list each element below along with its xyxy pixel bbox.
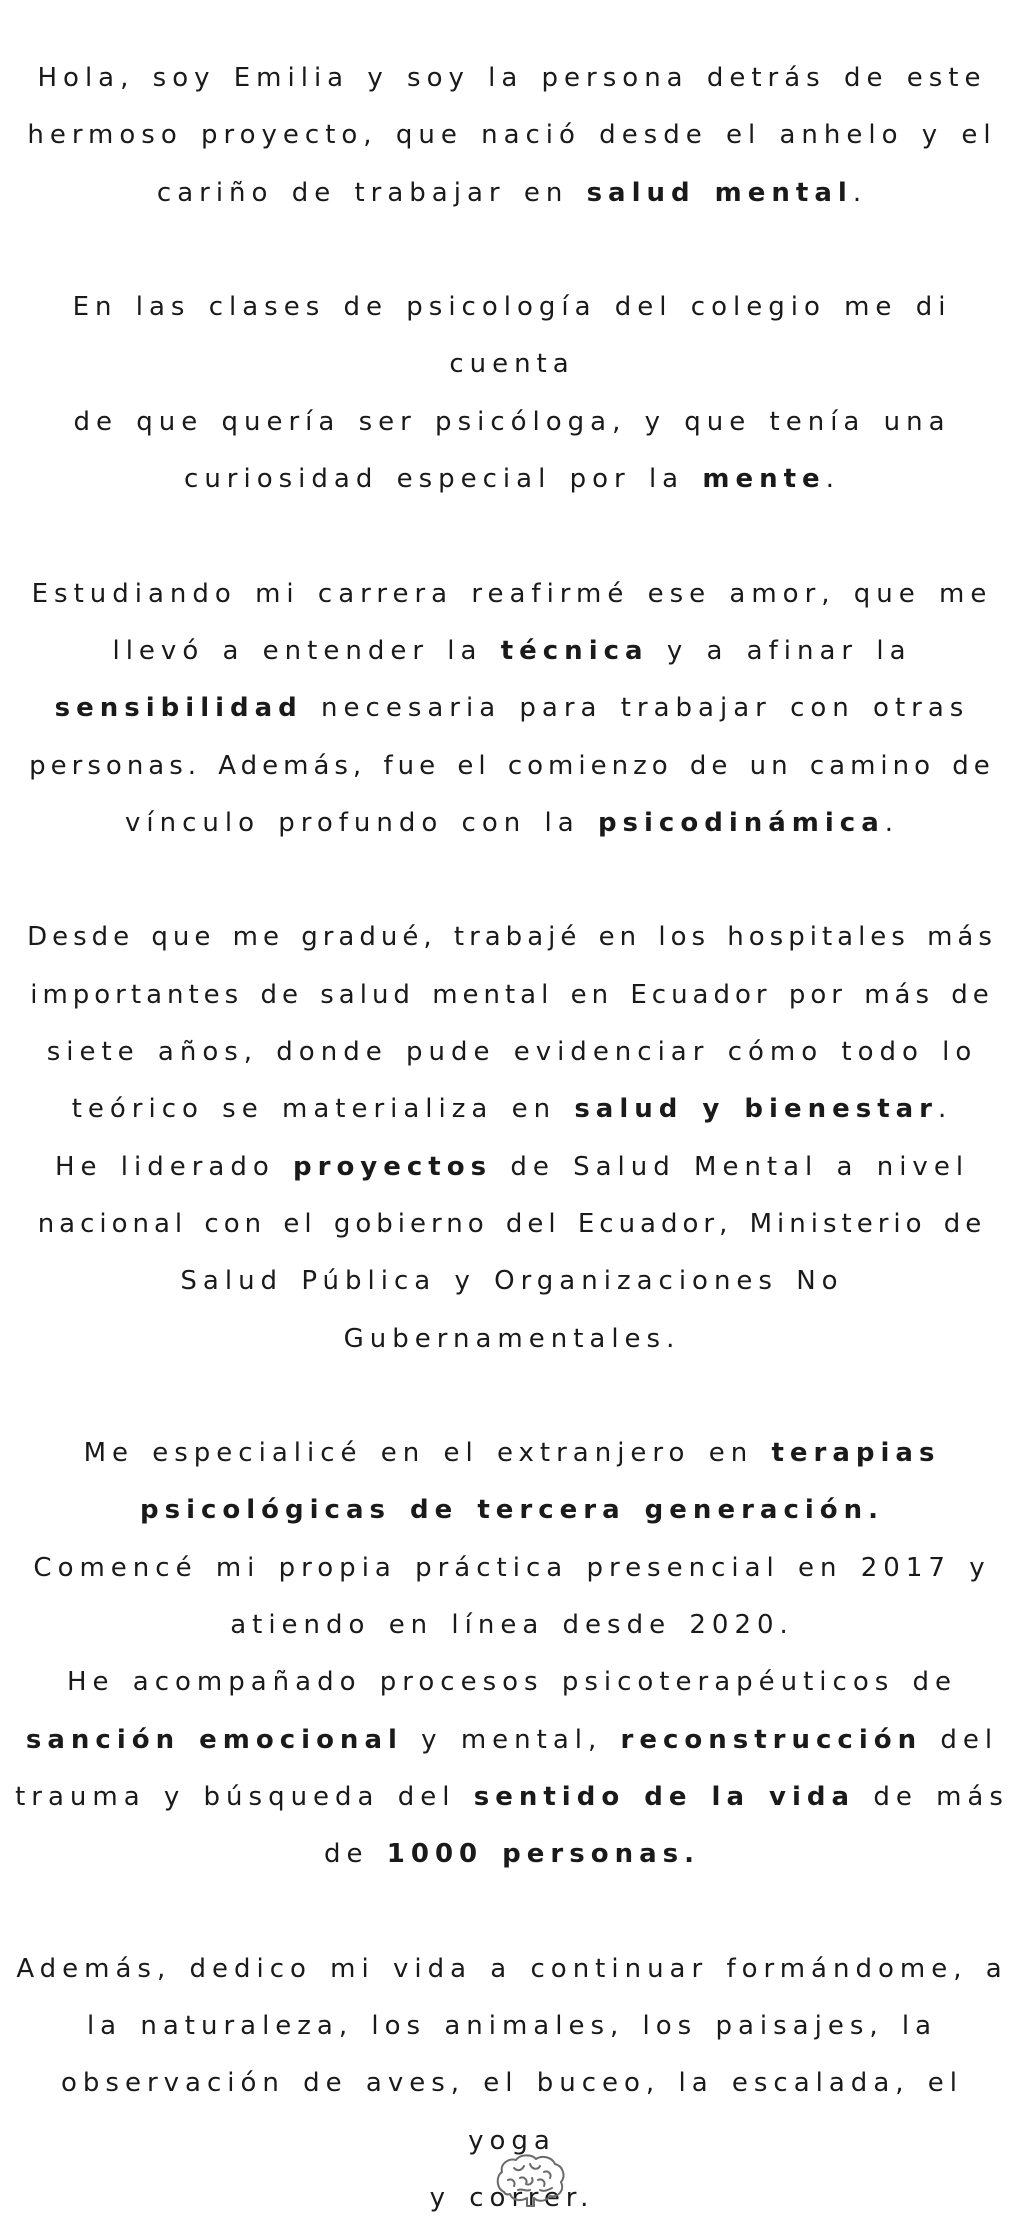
text-segment: Desde que me gradué, trabajé en los hospitales más	[27, 922, 997, 953]
emphasis: reconstrucción	[620, 1724, 923, 1755]
text-segment: .	[938, 1094, 953, 1125]
text-line	[10, 909, 1014, 966]
text-segment: observación de aves, el buceo, la escalada, el yoga	[60, 2068, 963, 2156]
text-segment: hermoso proyecto, que nació desde el anhelo y el	[27, 120, 997, 151]
text-line	[10, 107, 1014, 164]
text-segment: y mental,	[402, 1724, 621, 1755]
text-segment: y correr.	[429, 2182, 595, 2213]
text-line	[10, 1540, 1014, 1597]
text-line	[10, 1712, 1014, 1769]
text-segment: .	[884, 807, 900, 838]
text-line	[10, 738, 1014, 795]
emphasis: proyectos	[293, 1151, 493, 1182]
text-line	[10, 1081, 1014, 1138]
text-line	[10, 623, 1014, 680]
text-line	[10, 1597, 1014, 1654]
paragraph	[10, 50, 1014, 222]
text-segment: Gubernamentales.	[343, 1323, 681, 1354]
text-line	[10, 795, 1014, 852]
emphasis: psicológicas de tercera generación.	[139, 1495, 885, 1526]
brain-icon	[494, 2152, 568, 2210]
text-segment: y a afinar la	[648, 635, 912, 666]
text-line	[10, 1024, 1014, 1081]
text-line	[10, 1998, 1014, 2055]
text-line	[10, 1482, 1014, 1539]
text-segment: teórico se materializa en	[71, 1094, 575, 1125]
text-segment: Me especialicé en el extranjero en	[83, 1438, 772, 1469]
text-line	[10, 1941, 1014, 1998]
text-segment: de que quería ser psicóloga, y que tenía una	[73, 406, 951, 437]
emphasis: psicodinámica	[597, 807, 885, 838]
text-line	[10, 451, 1014, 508]
text-segment: de Salud Mental a nivel	[492, 1151, 970, 1182]
text-segment: importantes de salud mental en Ecuador por más de	[30, 979, 994, 1010]
text-segment: de más	[855, 1781, 1009, 1812]
text-segment: Además, dedico mi vida a continuar formándome, a	[16, 1953, 1008, 1984]
text-segment: la naturaleza, los animales, los paisajes, la	[86, 2011, 938, 2042]
emphasis: salud y bienestar	[574, 1094, 939, 1125]
text-line	[10, 394, 1014, 451]
text-line	[10, 1654, 1014, 1711]
text-segment: atiendo en línea desde 2020.	[230, 1610, 794, 1641]
text-segment: llevó a entender la	[112, 635, 501, 666]
emphasis: salud mental	[586, 177, 853, 208]
text-line	[10, 279, 1014, 394]
text-line	[10, 1253, 1014, 1310]
about-text	[10, 50, 1014, 2227]
text-segment: de	[324, 1839, 387, 1870]
emphasis: 1000 personas.	[386, 1839, 700, 1870]
paragraph	[10, 279, 1014, 508]
paragraph	[10, 909, 1014, 1367]
emphasis: mente	[702, 464, 826, 495]
text-segment: curiosidad especial por la	[184, 464, 703, 495]
text-line	[10, 680, 1014, 737]
paragraph	[10, 566, 1014, 852]
text-line	[10, 50, 1014, 107]
text-segment: En las clases de psicología del colegio me di cuenta	[72, 292, 952, 380]
text-segment: He liderado	[54, 1151, 294, 1182]
text-line	[10, 1139, 1014, 1196]
emphasis: sensibilidad	[54, 693, 303, 724]
text-segment: siete años, donde pude evidenciar cómo todo lo	[46, 1037, 978, 1068]
text-segment: .	[825, 464, 840, 495]
text-segment: Salud Pública y Organizaciones No	[180, 1266, 844, 1297]
emphasis: sentido de la vida	[473, 1781, 856, 1812]
text-line	[10, 1826, 1014, 1883]
text-line	[10, 1196, 1014, 1253]
text-segment: Estudiando mi carrera reafirmé ese amor, que me	[31, 578, 993, 609]
text-segment: vínculo profundo con la	[124, 807, 598, 838]
text-line	[10, 1425, 1014, 1482]
text-segment: personas. Además, fue el comienzo de un camino de	[29, 750, 995, 781]
text-segment: cariño de trabajar en	[156, 177, 587, 208]
text-line	[10, 1311, 1014, 1368]
text-line	[10, 566, 1014, 623]
text-line	[10, 1769, 1014, 1826]
text-segment: Hola, soy Emilia y soy la persona detrás de este	[37, 63, 987, 93]
emphasis: terapias	[771, 1438, 941, 1469]
text-segment: trauma y búsqueda del	[15, 1781, 474, 1812]
text-segment: He acompañado procesos psicoterapéuticos de	[66, 1667, 958, 1698]
text-segment: Comencé mi propia práctica presencial en 2017 y	[33, 1552, 991, 1583]
text-segment: necesaria para trabajar con otras	[302, 693, 970, 724]
text-segment: nacional con el gobierno del Ecuador, Ministerio de	[37, 1208, 987, 1239]
text-line	[10, 165, 1014, 222]
paragraph	[10, 1425, 1014, 1883]
text-segment: del	[922, 1724, 999, 1755]
emphasis: técnica	[500, 635, 649, 666]
text-segment: .	[852, 177, 868, 208]
emphasis: sanción emocional	[25, 1724, 403, 1755]
text-line	[10, 967, 1014, 1024]
